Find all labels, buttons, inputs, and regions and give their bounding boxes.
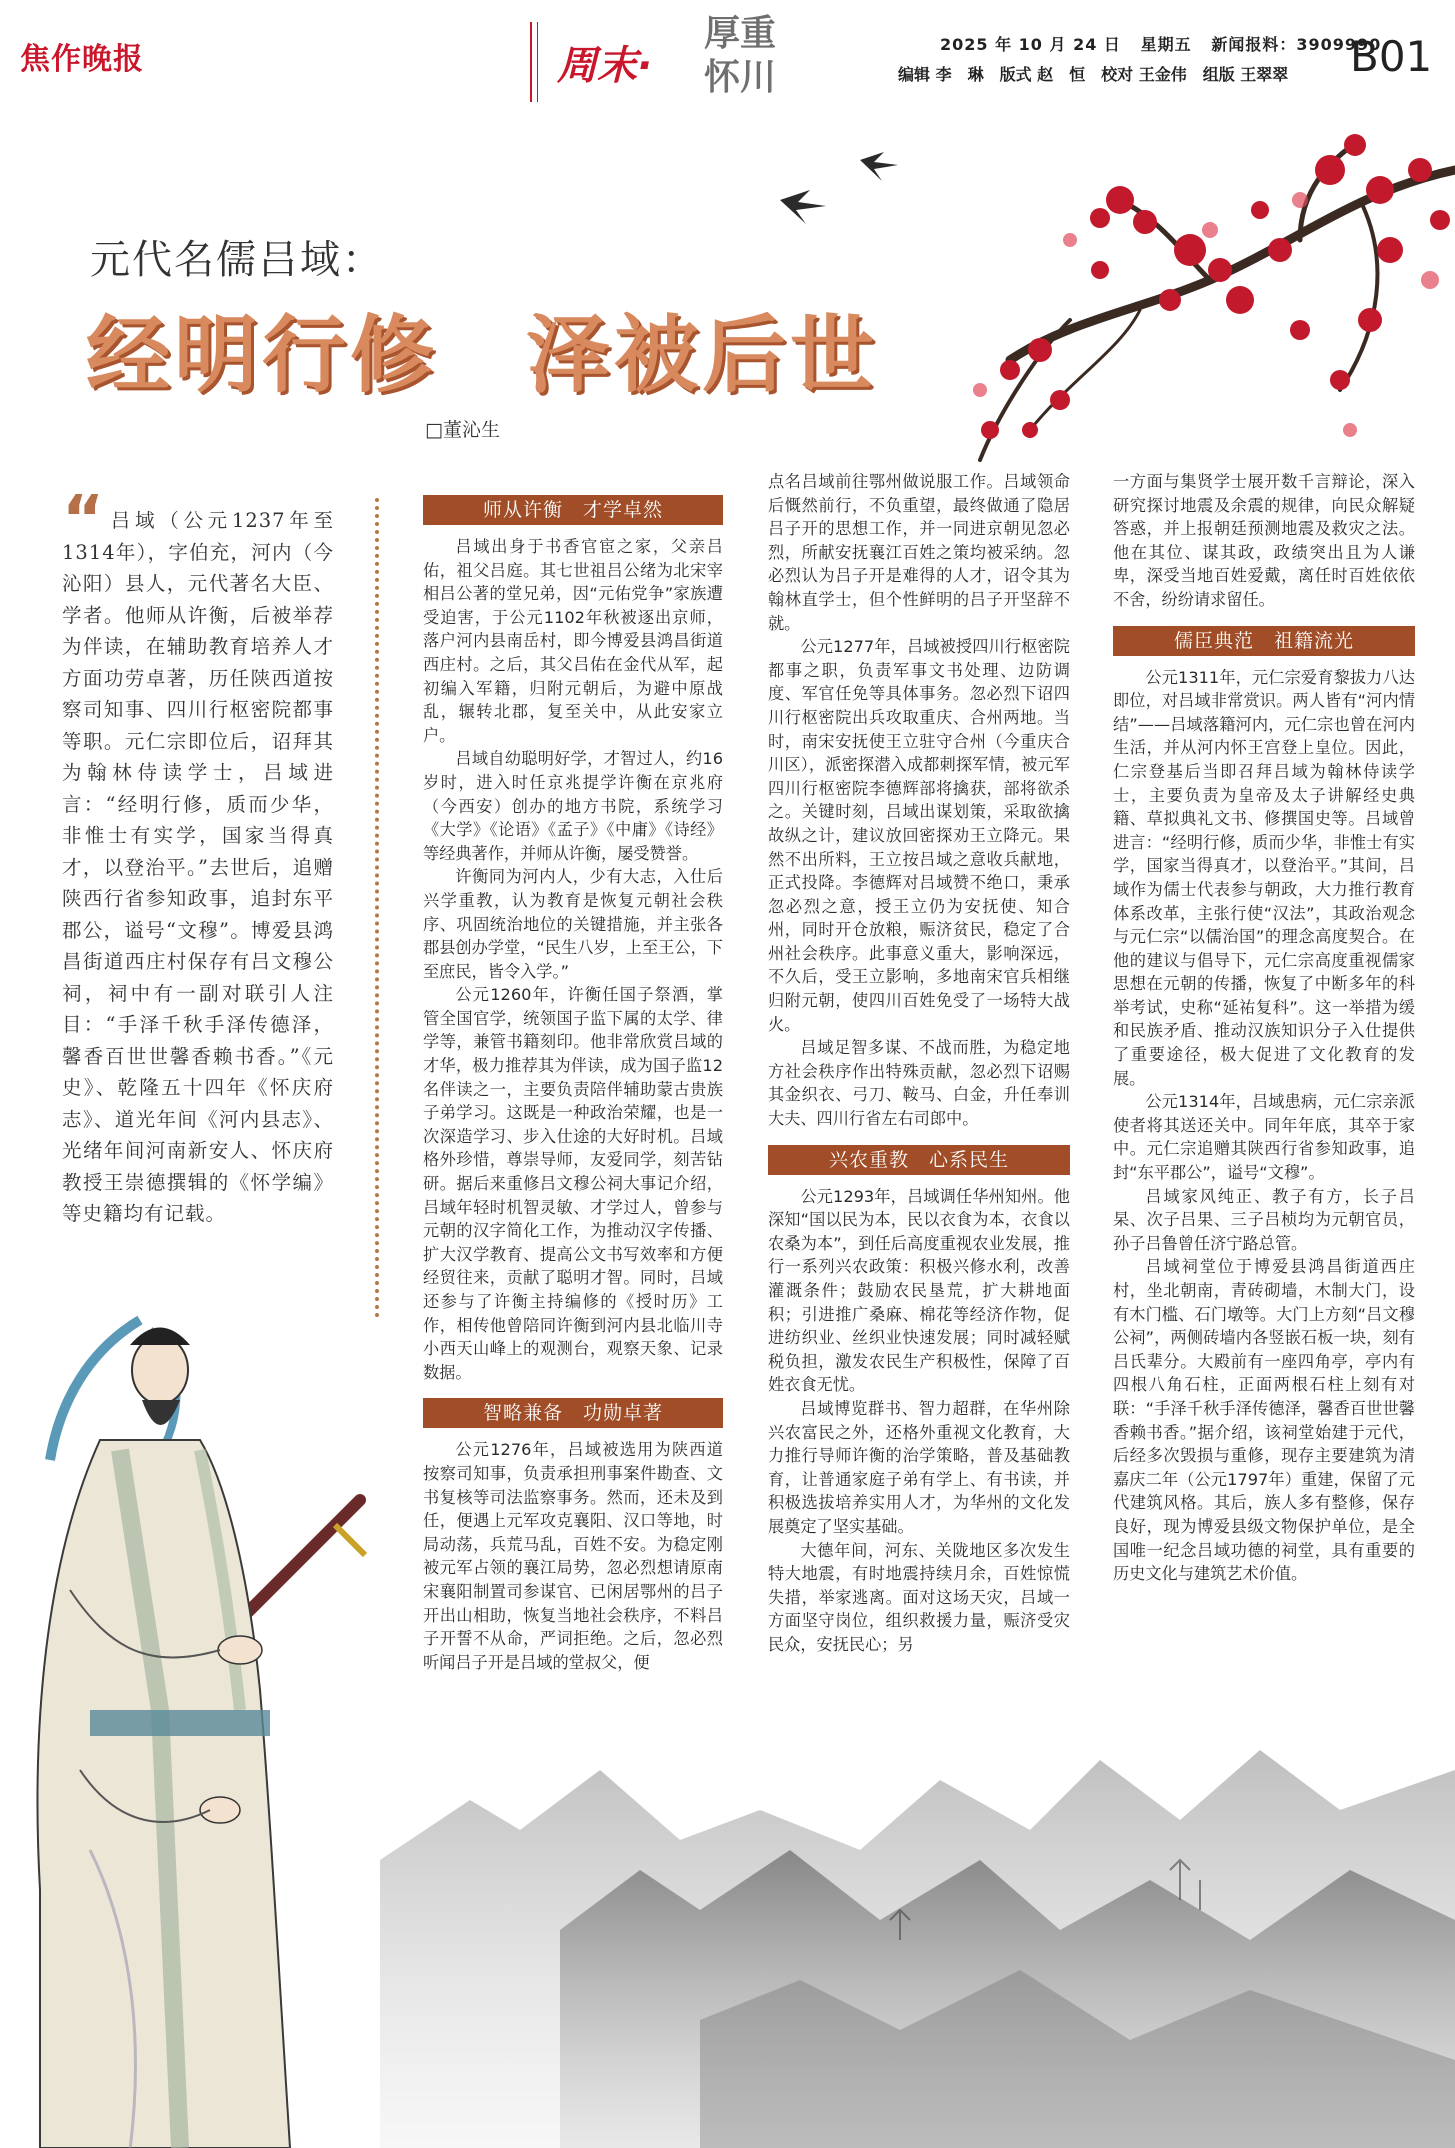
section-heading-1: 师从许衡 才学卓然 bbox=[423, 495, 723, 525]
paragraph: 点名吕域前往鄂州做说服工作。吕域领命后慨然前行，不负重望，最终做通了隐居吕子开的思想工作，并一同进京朝见忽必烈，所献安抚襄江百姓之策均被采纳。忽必烈认为吕子开是难得的人才，诏令其为翰林直学士，但个性鲜明的吕子开坚辞不就。 bbox=[768, 472, 1070, 633]
byline: □董沁生 bbox=[425, 419, 500, 441]
article-column-3 bbox=[1113, 470, 1415, 1586]
quote-mark-icon: “ bbox=[62, 483, 106, 557]
section-motto: 厚重怀川 bbox=[703, 13, 776, 98]
dateline bbox=[940, 32, 1381, 55]
paragraph: 大德年间，河东、关陇地区多次发生特大地震，有时地震持续月余，百姓惊慌失措，举家逃离。面对这场天灾，吕域一方面坚守岗位，组织救援力量，赈济受灾民众，安抚民心；另 bbox=[768, 1540, 1070, 1654]
intro-text: 吕域（公元1237年至1314年），字伯充，河内（今沁阳）县人，元代著名大臣、学者。他师从许衡，后被举荐为伴读，在辅助教育培养人才方面功劳卓著，历任陕西道按察司知事、四川行枢密院都事等职。元仁宗即位后，诏拜其为翰林侍读学士，吕域进言：“经明行修，质而少华，非惟士有实学，国家当得真才，以登治平。”去世后，追赠陕西行省参知政事，追封东平郡公，谥号“文穆”。博爱县鸿昌街道西庄村保存有吕文穆公祠，祠中有一副对联引人注目：“手泽千秋手泽传德泽，馨香百世世馨香赖书香。”《元史》、乾隆五十四年《怀庆府志》、道光年间《河内县志》、光绪年间河南新安人、怀庆府教授王崇德撰辑的《怀学编》等史籍均有记载。 bbox=[62, 509, 334, 1225]
newspaper-name: 焦作晚报 bbox=[20, 42, 144, 77]
intro-summary bbox=[62, 483, 334, 1230]
section-heading-2: 智略兼备 功勋卓著 bbox=[423, 1398, 723, 1428]
staff-credits: 编辑 李 琳 版式 赵 恒 校对 王金伟 组版 王翠翠 bbox=[898, 65, 1289, 84]
paragraph: 公元1293年，吕域调任华州知州。他深知“国以民为本，民以衣食为本，衣食以农桑为本”，到任后高度重视农业发展，推行一系列兴农政策：积极兴修水利，改善灌溉条件；鼓励农民垦荒，扩大耕地面积；引进推广桑麻、棉花等经济作物，促进纺织业、丝织业快速发展；同时减轻赋税负担，激发农民生产积极性，保障了百姓衣食无忧。 bbox=[768, 1186, 1070, 1395]
headline-kicker: 元代名儒吕域： bbox=[90, 237, 384, 283]
paragraph: 吕域博览群书、智力超群，在华州除兴农富民之外，还格外重视文化教育，大力推行导师许衡的治学策略，普及基础教育，让普通家庭子弟有学上、有书读，并积极选拔培养实用人才，为华州的文化发展奠定了坚实基础。 bbox=[768, 1398, 1070, 1536]
paragraph: 一方面与集贤学士展开数千言辩论，深入研究探讨地震及余震的规律，向民众解疑答惑，并上报朝廷预测地震及救灾之法。他在其位、谋其政，政绩突出且为人谦卑，深受当地百姓爱戴，离任时百姓依依不舍，纷纷请求留任。 bbox=[1113, 472, 1415, 609]
paragraph: 吕域足智多谋、不战而胜，为稳定地方社会秩序作出特殊贡献，忽必烈下诏赐其金织衣、弓刀、鞍马、白金，升任奉训大夫、四川行省左右司郎中。 bbox=[768, 1038, 1070, 1129]
article-column-2 bbox=[768, 470, 1070, 1657]
article-column-1 bbox=[423, 495, 723, 1674]
weekday: 星期五 bbox=[1140, 35, 1192, 54]
paragraph: 公元1311年，元仁宗爱育黎拔力八达即位，对吕域非常赏识。两人皆有“河内情结”——吕域落籍河内，元仁宗也曾在河内生活，并从河内怀王宫登上皇位。因此，仁宗登基后当即召拜吕域为翰林侍读学士，主要负责为皇帝及太子讲解经史典籍、草拟典礼文书、修撰国史等。吕域曾进言：“经明行修，质而少华，非惟士有实学，国家当得真才，以登治平。”其间，吕域作为儒士代表参与朝政，大力推行教育体系改革，主张行使“汉法”，其政治观念与元仁宗“以儒治国”的理念高度契合。在他的建议与倡导下，元仁宗高度重视儒家思想在元朝的传播，恢复了中断多年的科举考试，史称“延祐复科”。这一举措为缓和民族矛盾、推动汉族知识分子入仕提供了重要途径，极大促进了文化教育的发展。 bbox=[1113, 667, 1415, 1088]
paragraph: 吕域自幼聪明好学，才智过人，约16岁时，进入时任京兆提学许衡在京兆府（今西安）创办的地方书院，系统学习《大学》《论语》《孟子》《中庸》《诗经》等经典著作，并师从许衡，屡受赞誉。 bbox=[423, 749, 723, 863]
masthead-divider bbox=[530, 22, 532, 102]
page-number: B01 bbox=[1350, 32, 1433, 81]
paragraph: 公元1314年，吕域患病，元仁宗亲派使者将其送还关中。同年年底，其卒于家中。元仁宗追赠其陕西行省参知政事，追封“东平郡公”，谥号“文穆”。 bbox=[1113, 1092, 1415, 1183]
section-heading-4: 儒臣典范 祖籍流光 bbox=[1113, 626, 1415, 656]
paragraph: 公元1276年，吕域被选用为陕西道按察司知事，负责承担刑事案件勘查、文书复核等司法监察事务。然而，还未及到任，便遇上元军攻克襄阳、汉口等地，时局动荡，兵荒马乱，百姓不安。为稳定刚被元军占领的襄江局势，忽必烈想请原南宋襄阳制置司参谋官、已闲居鄂州的吕子开出山相助，恢复当地社会秩序，不料吕子开誓不从命，严词拒绝。之后，忽必烈听闻吕子开是吕域的堂叔父，便 bbox=[423, 1440, 723, 1672]
paragraph: 吕域出身于书香官宦之家，父亲吕佑，祖父吕庭。其七世祖吕公绪为北宋宰相吕公著的堂兄弟，因“元佑党争”家族遭受迫害，于公元1102年秋被逐出京师，落户河内县南岳村，即今博爱县鸿昌街道西庄村。之后，其父吕佑在金代从军，起初编入军籍，归附元朝后，为避中原战乱，辗转北郡，复至关中，从此安家立户。 bbox=[423, 537, 723, 745]
issue-date: 2025 年 10 月 24 日 bbox=[940, 35, 1121, 54]
section-heading-3: 兴农重教 心系民生 bbox=[768, 1145, 1070, 1175]
headline: 经明行修 泽被后世 bbox=[86, 306, 879, 404]
masthead-divider-thin bbox=[537, 22, 538, 102]
ancient-scholar-illustration bbox=[30, 1290, 370, 2148]
dotted-divider bbox=[375, 498, 379, 1318]
paragraph: 吕域祠堂位于博爱县鸿昌街道西庄村，坐北朝南，青砖砌墙，木制大门，设有木门槛、石门墩等。大门上方刻“吕文穆公祠”，两侧砖墙内各竖嵌石板一块，刻有吕氏辈分。大殿前有一座四角亭，亭内有四根八角石柱，正面两根石柱上刻有对联：“手泽千秋手泽传德泽，馨香百世世馨香赖书香。”据介绍，该祠堂始建于元代，后经多次毁损与重修，现存主要建筑为清嘉庆二年（公元1797年）重建，保留了元代建筑风格。其后，族人多有整修，保存良好，现为博爱县级文物保护单位，是全国唯一纪念吕域功德的祠堂，具有重要的历史文化与建筑艺术价值。 bbox=[1113, 1257, 1415, 1584]
paragraph: 公元1277年，吕域被授四川行枢密院都事之职，负责军事文书处理、边防调度、军官任免等具体事务。忽必烈下诏四川行枢密院出兵攻取重庆、合州两地。当时，南宋安抚使王立驻守合州（今重庆合川区），派密探潜入成都刺探军情，被元军四川行枢密院李德辉部将擒获，部将欲杀之。关键时刻，吕域出谋划策，采取欲擒故纵之计，建议放回密探劝王立降元。果然不出所料，王立按吕域之意收兵献地，正式投降。李德辉对吕域赞不绝口，秉承忽必烈之意，授王立仍为安抚使、知合州，同时开仓放粮，赈济贫民，稳定了合州社会秩序。此事意义重大，影响深远，不久后，受王立影响，多地南宋官兵相继归附元朝，使四川百姓免受了一场特大战火。 bbox=[768, 637, 1070, 1034]
paragraph: 许衡同为河内人，少有大志，入仕后兴学重教，认为教育是恢复元朝社会秩序、巩固统治地位的关键措施，并主张各郡县创办学堂，“民生八岁，上至王公，下至庶民，皆令入学。” bbox=[423, 867, 723, 981]
paragraph: 公元1260年，许衡任国子祭酒，掌管全国官学，统领国子监下属的太学、律学等，兼管书籍刻印。他非常欣赏吕域的才华，极力推荐其为伴读，成为国子监12名伴读之一，主要负责陪伴辅助蒙古贵族子弟学习。这既是一种政治荣耀，也是一次深造学习、步入仕途的大好时机。吕域格外珍惜，尊崇导师，友爱同学，刻苦钻研。据后来重修吕文穆公祠大事记介绍，吕域年轻时机智灵敏、才学过人，曾参与元朝的汉字简化工作，为推动汉字传播、扩大汉学教育、提高公文书写效率和方便经贸往来，贡献了聪明才智。同时，吕域还参与了许衡主持编修的《授时历》工作，相传他曾陪同许衡到河内县北临川寺小西天山峰上的观测台，观察天象、记录数据。 bbox=[423, 985, 723, 1382]
paragraph: 吕域家风纯正、教子有方，长子吕杲、次子吕果、三子吕桢均为元朝官员，孙子吕鲁曾任济宁路总管。 bbox=[1113, 1186, 1415, 1253]
news-hotline: 新闻报料：3909990 bbox=[1211, 35, 1382, 54]
edition-title: 周末· bbox=[557, 43, 653, 89]
